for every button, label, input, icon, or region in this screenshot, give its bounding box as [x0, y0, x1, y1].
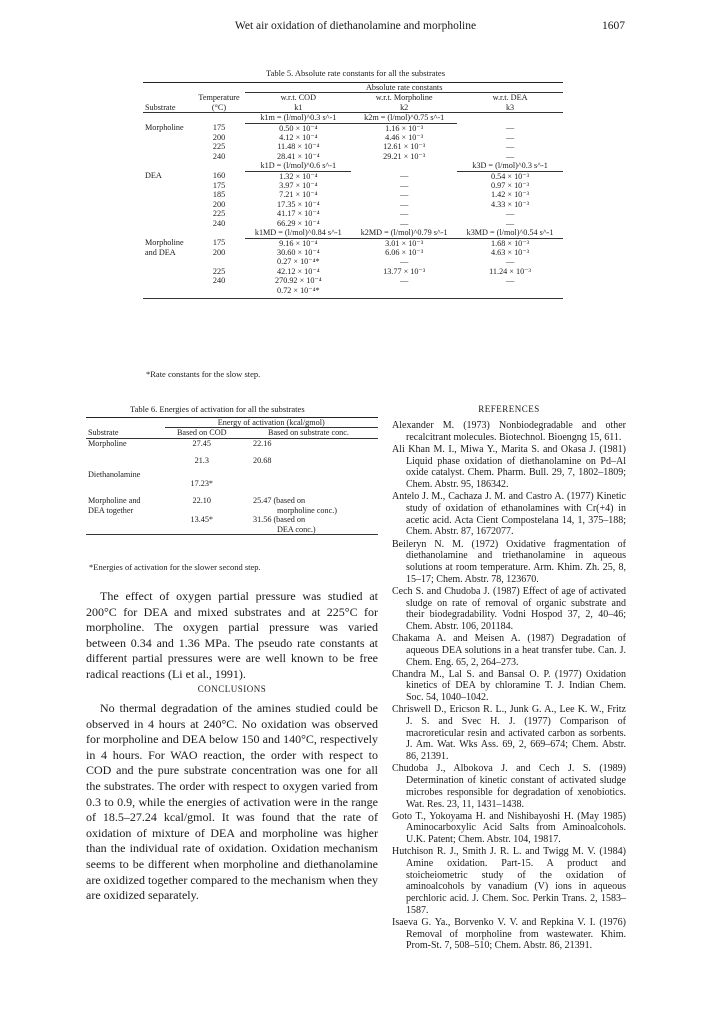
k3-cell: — — [505, 151, 515, 161]
col-cod: w.r.t. COD — [280, 93, 316, 103]
col-temp-unit: (°C) — [193, 103, 246, 113]
substrate-label: DEA — [145, 171, 162, 181]
temperature-cell: 200 — [212, 247, 226, 257]
table-row — [143, 123, 563, 133]
temperature-cell: 160 — [212, 171, 226, 181]
col-dea: w.r.t. DEA — [492, 93, 528, 103]
substrate-label — [143, 209, 193, 218]
k3-cell: — — [505, 209, 515, 219]
substrate-label — [143, 152, 193, 161]
k3-cell: 1.68 × 10⁻³ — [491, 238, 530, 248]
t6-cell: 22.16 — [252, 438, 272, 448]
reference-item: Beileryn N. M. (1972) Oxidative fragmentation of diethanolamine and triethanolamine in aqueous solutions at room temperature. Arm. Khim. Zh. 25, 8, 15–17; Chem. Abstr. 78, 123670. — [392, 538, 626, 585]
k1-cell: 42.12 × 10⁻⁴ — [277, 266, 320, 276]
k1-cell: 9.16 × 10⁻⁴ — [279, 238, 318, 248]
running-header — [0, 20, 711, 36]
table6-footnote: *Energies of activation for the slower second step. — [89, 562, 261, 572]
k2-cell: — — [400, 276, 409, 286]
t6-cell: morpholine conc.) — [276, 505, 338, 515]
table-row — [143, 267, 563, 276]
k2-cell: 13.77 × 10⁻³ — [383, 266, 426, 276]
substrate-label — [143, 133, 193, 142]
temperature-cell: 175 — [212, 181, 226, 191]
col-temp: Temperature — [198, 92, 240, 102]
k3-cell: — — [505, 123, 515, 133]
t6-col-cod: Based on COD — [165, 428, 239, 438]
temperature-cell — [193, 286, 246, 295]
table-row — [143, 200, 563, 209]
substrate-label: and DEA — [145, 247, 176, 257]
reference-item: Chriswell D., Ericson R. L., Junk G. A., Lee K. W., Fritz J. S. and Svec H. J. (1977) Comparison of macroreticular resin and activated carbon as sorbents. J. Am. Wat. Wks Ass. 69, 2, 669–674; Chem. Abstr. 86, 21391. — [392, 704, 626, 763]
reference-item: Ali Khan M. I., Miwa Y., Marita S. and Okasa J. (1981) Liquid phase oxidation of diethanolamine on Pd–Al oxide catalyst. Chem. Pharm. Bull. 29, 7, 1802–1809; Chem. Abstr. 95, 186342. — [392, 443, 626, 491]
table-row — [143, 142, 563, 151]
k1-cell: 30.60 × 10⁻⁴ — [277, 247, 320, 257]
table-row — [143, 171, 563, 181]
k1-cell: 28.41 × 10⁻⁴ — [277, 151, 320, 161]
substrate-label — [143, 276, 193, 285]
substrate-label — [143, 257, 193, 266]
t6-cell: 31.56 (based on — [252, 515, 306, 525]
temperature-cell: 175 — [212, 123, 226, 133]
col-dea-sym: k3 — [457, 103, 563, 113]
t6-cell: 21.3 — [194, 456, 209, 466]
t6-cell: 13.45* — [190, 515, 214, 525]
k1-cell: 11.48 × 10⁻⁴ — [277, 142, 320, 152]
k1-cell: 0.72 × 10⁻⁴* — [277, 285, 320, 295]
k1-cell: 1.32 × 10⁻⁴ — [279, 171, 318, 181]
k2-cell: 6.06 × 10⁻³ — [385, 247, 424, 257]
reference-item: Isaeva G. Ya., Borvenko V. V. and Repkina V. I. (1976) Removal of morpholine from wastewater. Khim. Prom-St. 7, 508–510; Chem. Abstr. 86, 21391. — [392, 917, 626, 952]
temperature-cell: 175 — [212, 238, 226, 247]
t6-cell: 27.45 — [192, 438, 211, 448]
substrate-label — [143, 200, 193, 209]
reference-item: Cech S. and Chudoba J. (1987) Effect of age of activated sludge on rate of removal of organic substrate and their biodegradability. Vodni Hospod 37, 2, 40–46; Chem. Abstr. 106, 201184. — [392, 585, 626, 632]
substrate-label — [143, 219, 193, 228]
t6-row-label: DEA together — [88, 505, 134, 515]
table5-caption: Table 5. Absolute rate constants for all the substrates — [265, 68, 446, 78]
table-row — [143, 219, 563, 228]
references-list — [392, 420, 626, 953]
t6-col-substrate: Substrate — [86, 428, 165, 438]
body-paragraph-oxygen: The effect of oxygen partial pressure was studied at 200°C for DEA and mixed substrates and at 225°C for morpholine. The oxygen partial pressure was varied between 0.34 and 1.36 MPa. The pseudo rate constants at different partial pressures were are well known to be free radical reactions (Li et al., 1991). — [86, 589, 378, 681]
temperature-cell — [193, 257, 246, 266]
k1-cell: 7.21 × 10⁻⁴ — [279, 190, 318, 200]
table-row — [143, 209, 563, 218]
t6-row-label: Morpholine and — [88, 496, 141, 506]
k2-cell: 29.21 × 10⁻³ — [383, 151, 426, 161]
page-number: 1607 — [602, 20, 625, 32]
k2-cell: — — [400, 209, 409, 219]
k3-cell: — — [505, 142, 515, 152]
units-label: k2m = (l/mol)^0.75 s^-1 — [351, 113, 457, 123]
k2-cell: 12.61 × 10⁻³ — [383, 142, 426, 152]
k2-cell: — — [400, 171, 409, 181]
table-row — [143, 152, 563, 161]
k1-cell: 270.92 × 10⁻⁴ — [275, 276, 322, 286]
body-paragraph-conclusions: No thermal degradation of the amines studied could be observed in 4 hours at 240°C. No oxidation was observed for morpholine and DEA below 150 and 140°C, respectively in 4 hours. For WAO reaction, the order with respect to COD and the pure substrate concentration was one for all the substrates. The order with respect to oxygen varied from 0.3 to 0.9, while the energies of activation were in the range of 18.5–27.24 kcal/gmol. It was found that the rate of oxidation of mixture of DEA and morpholine was higher than the individual rate of oxidation. Oxidation mechanism seems to be different when morpholine and diethanolamine are oxidized together compared to the mechanism when they are oxidized separately. — [86, 701, 378, 903]
k1-cell: 0.27 × 10⁻⁴* — [277, 257, 320, 267]
reference-item: Goto T., Yokoyama H. and Nishibayoshi H. (May 1985) Aminocarboxylic Acid Salts from Aminoalcohols. U.K. Patent; Chem. Abstr. 104, 19817. — [392, 810, 626, 846]
t6-cell: DEA conc.) — [239, 525, 378, 535]
substrate-label — [143, 286, 193, 295]
k2-cell: — — [400, 199, 409, 209]
temperature-cell: 225 — [212, 266, 226, 276]
k3-cell: 11.24 × 10⁻³ — [489, 266, 531, 276]
units-label: k1D = (l/mol)^0.6 s^-1 — [245, 161, 351, 171]
morpholine-rows — [143, 123, 563, 161]
substrate-label — [143, 267, 193, 276]
units-label: k1MD = (l/mol)^0.84 s^-1 — [245, 228, 351, 238]
t6-row-label: Diethanolamine — [88, 469, 141, 479]
substrate-label: Morpholine — [145, 238, 184, 247]
reference-item: Antelo J. M., Cachaza J. M. and Castro A. (1977) Kinetic study of oxidation of ethanolamines with Cr(+4) in acetic acid. Acta Cient Compostelana 14, 1, 375–188; Chem. Abstr. 87, 1672077. — [392, 491, 626, 538]
table-row — [143, 190, 563, 199]
k1-cell: 0.50 × 10⁻⁴ — [279, 123, 318, 133]
t6-cell: 25.47 (based on — [252, 496, 306, 506]
temperature-cell: 185 — [212, 190, 226, 200]
table6-caption: Table 6. Energies of activation for all the substrates — [130, 404, 305, 414]
k1-cell: 17.35 × 10⁻⁴ — [277, 199, 320, 209]
substrate-label — [143, 190, 193, 199]
conclusions-heading: CONCLUSIONS — [197, 684, 267, 694]
t6-col-conc: Based on substrate conc. — [239, 428, 378, 438]
k2-cell — [351, 286, 457, 295]
k2-cell: — — [400, 181, 409, 191]
col-cod-sym: k1 — [245, 103, 351, 113]
k2-cell: — — [400, 257, 409, 267]
reference-item: Chudoba J., Albokova J. and Cech J. S. (1989) Determination of kinetic constant of activated sludge microbes responsible for degradation of xenobiotics. Wat. Res. 23, 11, 1431–1438. — [392, 763, 626, 810]
references-heading: REFERENCES — [478, 404, 540, 414]
k3-cell: — — [505, 257, 515, 267]
table-row — [143, 286, 563, 295]
k1-cell: 4.12 × 10⁻⁴ — [279, 133, 318, 143]
k2-cell: 1.16 × 10⁻³ — [385, 123, 424, 133]
reference-item: Chandra M., Lal S. and Bansal O. P. (1977) Oxidation kinetics of DEA by chloramine T. J. Indian Chem. Soc. 54, 1040–1042. — [392, 668, 626, 704]
k3-cell: 0.54 × 10⁻³ — [491, 171, 530, 181]
table5-footnote: *Rate constants for the slow step. — [146, 369, 261, 379]
k3-cell: — — [505, 218, 515, 228]
units-label: k3D = (l/mol)^0.3 s^-1 — [457, 161, 563, 171]
k3-cell: — — [505, 276, 515, 286]
units-label: k2MD = (l/mol)^0.79 s^-1 — [351, 228, 457, 238]
k3-cell — [457, 286, 563, 295]
k2-cell: — — [400, 190, 409, 200]
k3-cell: — — [505, 133, 515, 143]
k3-cell: 4.63 × 10⁻³ — [491, 247, 530, 257]
t6-cell: 17.23* — [190, 479, 214, 489]
table6 — [86, 417, 378, 535]
k3-cell: 4.33 × 10⁻³ — [491, 199, 530, 209]
substrate-label — [143, 181, 193, 190]
k3-cell: 1.42 × 10⁻³ — [491, 190, 530, 200]
k1-cell: 66.29 × 10⁻⁴ — [277, 218, 320, 228]
table6-group-header: Energy of activation (kcal/gmol) — [165, 418, 378, 428]
mixture-rows — [143, 238, 563, 295]
t6-row-label: Morpholine — [88, 438, 127, 448]
t6-cell: 20.68 — [252, 456, 272, 466]
temperature-cell: 225 — [212, 209, 226, 219]
k1-cell: 3.97 × 10⁻⁴ — [279, 181, 318, 191]
table5 — [143, 82, 563, 299]
temperature-cell: 200 — [212, 133, 226, 143]
table-row — [143, 238, 563, 248]
k3-cell: 0.97 × 10⁻³ — [491, 181, 530, 191]
temperature-cell: 240 — [212, 276, 226, 286]
k2-cell: 3.01 × 10⁻³ — [385, 238, 424, 248]
col-substrate: Substrate — [143, 103, 193, 113]
reference-item: Alexander M. (1973) Nonbiodegradable and other recalcitrant molecules. Biotechnol. Bioengng 15, 611. — [392, 420, 626, 443]
t6-cell: 22.10 — [192, 496, 211, 506]
temperature-cell: 240 — [212, 218, 226, 228]
substrate-label — [143, 142, 193, 151]
table-row — [143, 276, 563, 285]
table5-group-header: Absolute rate constants — [245, 83, 563, 93]
k1-cell: 41.17 × 10⁻⁴ — [277, 209, 320, 219]
dea-rows — [143, 171, 563, 228]
temperature-cell: 240 — [212, 151, 226, 161]
table-row — [143, 257, 563, 266]
k2-cell: 4.46 × 10⁻³ — [385, 133, 424, 143]
reference-item: Hutchison R. J., Smith J. R. L. and Twigg M. V. (1984) Amine oxidation. Part-15. A product and stoicheiometric study of the oxidation of aminoalcohols by vanadium (V) ions in aqueous perchloric acid. J. Chem. Soc. Perkin Trans. 2, 1583–1587. — [392, 846, 626, 916]
temperature-cell: 200 — [212, 199, 226, 209]
reference-item: Chakama A. and Meisen A. (1987) Degradation of aqueous DEA solutions in a heat transfer tube. Can. J. Chem. Eng. 65, 2, 264–273. — [392, 633, 626, 668]
col-morph-sym: k2 — [351, 103, 457, 113]
k2-cell: — — [400, 218, 409, 228]
table-row — [143, 248, 563, 257]
table-row — [143, 133, 563, 142]
units-label: k3MD = (l/mol)^0.54 s^-1 — [457, 228, 563, 238]
substrate-label: Morpholine — [145, 123, 184, 133]
col-morph: w.r.t. Morpholine — [375, 93, 433, 103]
temperature-cell: 225 — [212, 142, 226, 152]
running-title: Wet air oxidation of diethanolamine and morpholine — [234, 20, 477, 32]
table-row — [143, 181, 563, 190]
units-label: k1m = (l/mol)^0.3 s^-1 — [245, 113, 351, 123]
